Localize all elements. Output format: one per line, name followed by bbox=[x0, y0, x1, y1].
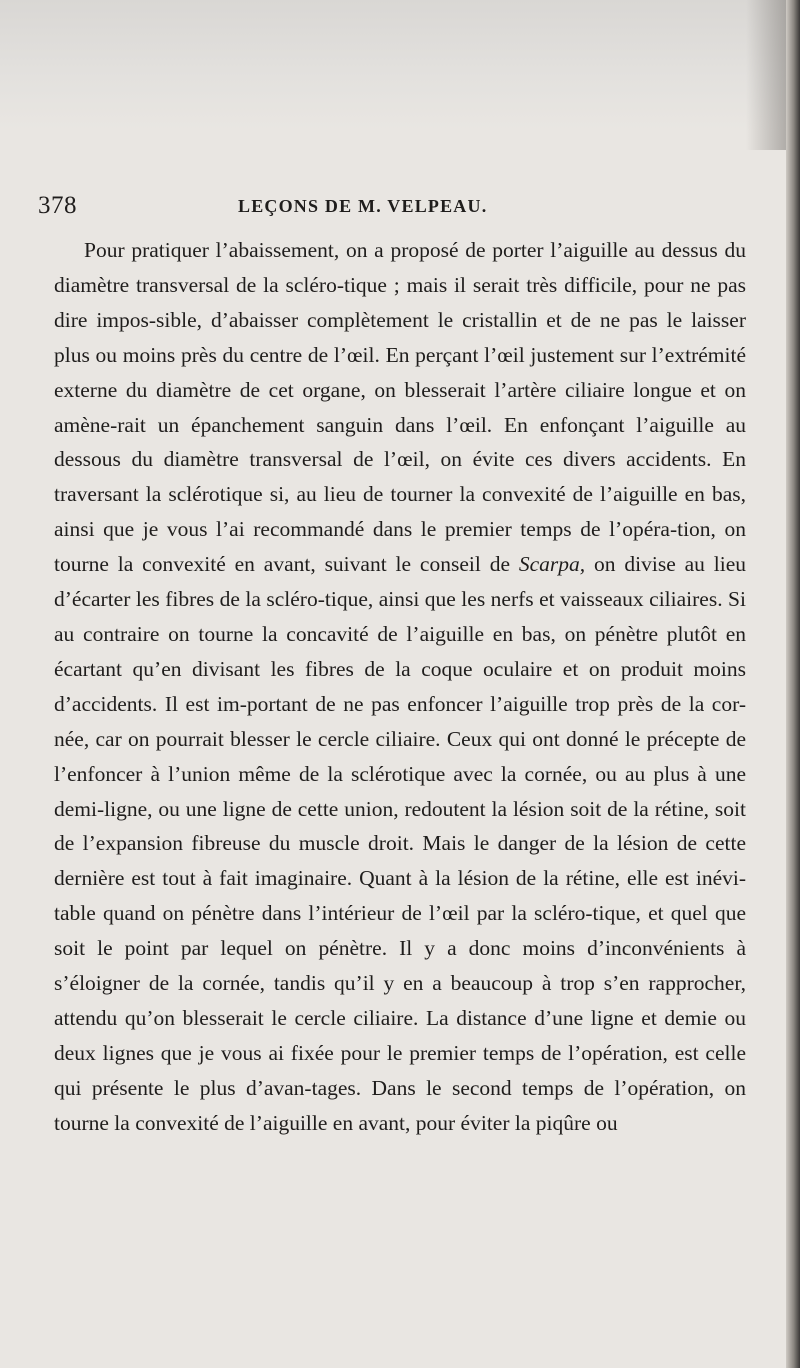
running-head: LEÇONS DE M. VELPEAU. bbox=[238, 196, 488, 216]
body-paragraph bbox=[54, 233, 746, 1141]
page-corner-shadow bbox=[746, 0, 786, 150]
body-text-part-2: on divise au lieu d’écarter les fibres de la scléro-tique, ainsi que les nerfs et vaisseaux ciliaires. Si au contraire on tourne la concavité de l’aiguille en bas, on pénètre plutôt en écartant qu’en divisant les fibres de la coque oculaire et on produit moins d’accidents. Il est im-portant de ne pas enfoncer l’aiguille trop près de la cor-née, car on pourrait blesser le cercle ciliaire. Ceux qui ont donné le précepte de l’enfoncer à l’union même de la sclérotique avec la cornée, ou au plus à une demi-ligne, ou une ligne de cette union, redoutent la lésion soit de la rétine, soit de l’expansion fibreuse du muscle droit. Mais le danger de la lésion de cette dernière est tout à fait imaginaire. Quant à la lésion de la rétine, elle est inévi-table quand on pénètre dans l’intérieur de l’œil par la scléro-tique, et quel que soit le point par lequel on pénètre. Il y a donc moins d’inconvénients à s’éloigner de la cornée, tandis qu’il y en a beaucoup à trop s’en rapprocher, attendu qu’on blesserait le cercle ciliaire. La distance d’une ligne et demie ou deux lignes que je vous ai fixée pour le premier temps de l’opération, est celle qui présente le plus d’avan-tages. Dans le second temps de l’opération, on tourne la convexité de l’aiguille en avant, pour éviter la piqûre ou bbox=[54, 552, 747, 1135]
page-header bbox=[38, 192, 758, 228]
page-edge-shadow bbox=[786, 0, 800, 1368]
italic-author-name: Scarpa, bbox=[518, 552, 586, 577]
body-text-part-1: Pour pratiquer l’abaissement, on a proposé de porter l’aiguille au dessus du diamètre transversal de la scléro-tique ; mais il serait très difficile, pour ne pas dire impos-sible, d’abaisser complètement le cristallin et de ne pas le laisser plus ou moins près du centre de l’œil. En perçant l’œil justement sur l’extrémité externe du diamètre de cet organe, on blesserait l’artère ciliaire longue et on amène-rait un épanchement sanguin dans l’œil. En enfonçant l’aiguille au dessous du diamètre transversal de l’œil, on évite ces divers accidents. En traversant la sclérotique si, au lieu de tourner la convexité de l’aiguille en bas, ainsi que je vous l’ai recommandé dans le premier temps de l’opéra-tion, on tourne la convexité en avant, suivant le conseil de bbox=[54, 238, 746, 577]
scan-shadow-top bbox=[0, 0, 800, 130]
page-number: 378 bbox=[38, 192, 77, 219]
